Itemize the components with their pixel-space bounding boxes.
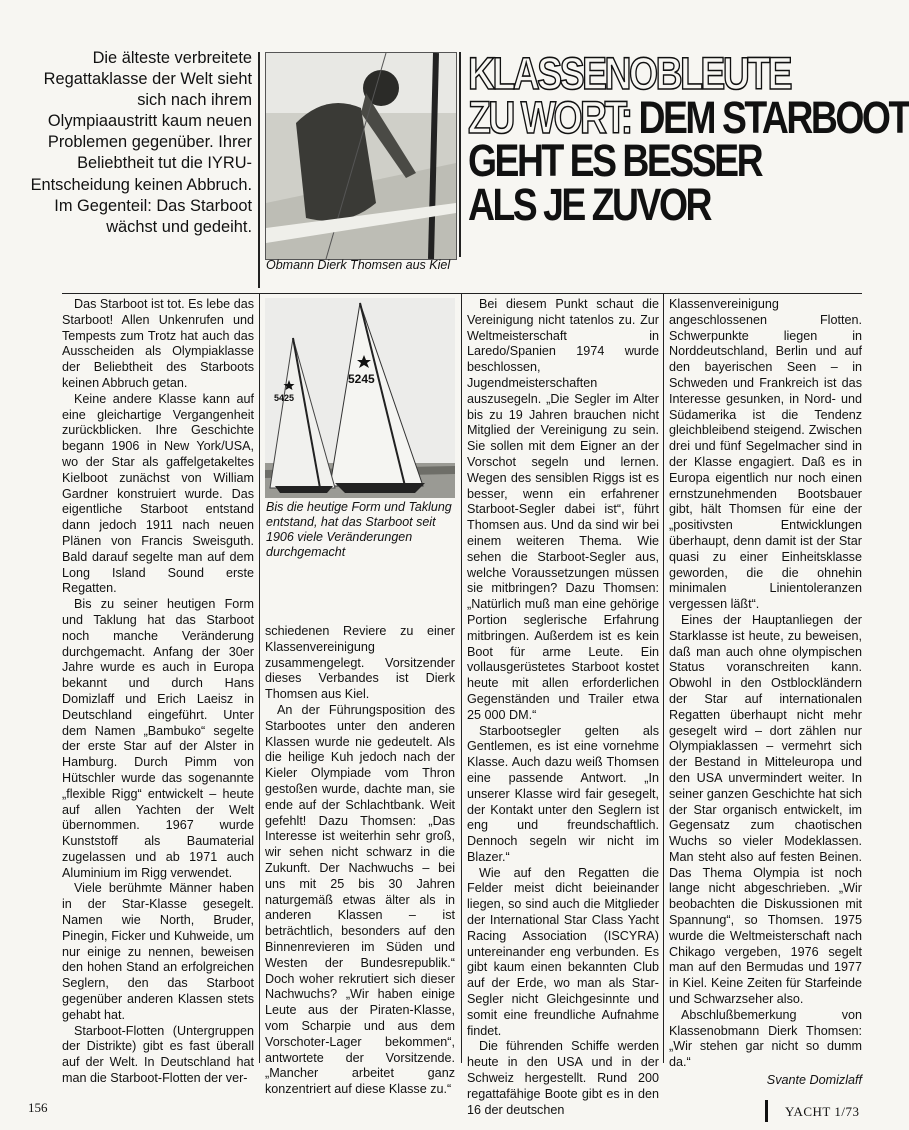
headline-line-4: ALS JE ZUVOR xyxy=(468,178,710,230)
paragraph: Viele berühmte Männer haben in der Star-Klasse gesegelt. Namen wie North, Bruder, Pinegin, Ficker und Kuhweide, um nur einige zu nennen, beweisen den hohen Stand an erfolgreichen Seglern, den das Starboot gegenüber anderen Klassen stets gehabt hat. xyxy=(62,881,254,1022)
article-column-1 xyxy=(62,297,254,1087)
paragraph: Abschlußbemerkung von Klassenobmann Dierk Thomsen: „Wir stehen gar nicht so dumm da.“ xyxy=(669,1007,862,1070)
starboat-photo-image xyxy=(265,298,455,498)
headline-line-2-solid: DEM STARBOOT xyxy=(630,91,909,143)
sail-number-front: 5245 xyxy=(348,372,375,386)
footer-mark xyxy=(765,1100,768,1122)
paragraph: schiedenen Reviere zu einer Klassenvereinigung zusammengelegt. Vorsitzender dieses Verbandes ist Dierk Thomsen aus Kiel. xyxy=(265,624,455,702)
article-column-4 xyxy=(669,297,862,1089)
paragraph: Starboot-Flotten (Untergruppen der Distrikte) gibt es fast überall auf der Welt. In Deutschland hat man die Starboot-Flotten der ver- xyxy=(62,1023,254,1086)
sail-number-back: 5425 xyxy=(274,393,295,403)
headline-line-3: GEHT ES BESSER xyxy=(468,135,762,186)
paragraph: Bis zu seiner heutigen Form und Taklung hat das Starboot noch manche Veränderung durchgemacht. Anfang der 30er Jahre wurde es auch in Europa bekannt und durch Hans Domizlaff und Erich Laeisz in Deutschland eingeführt. Unter dem Namen „Bambuko“ segelte der erste Star auf der Alster in Hamburg. Durch Pimm von Hütschler wurde das sogenannte „flexible Rigg“ entwickelt – heute auf allen Yachten der Welt übernommen. 1967 wurde Kunststoff als Baumaterial zugelassen und ab 1971 auch Aluminium im Rigg verwendet. xyxy=(62,597,254,880)
headline-line-1: KLASSENOBLEUTE xyxy=(468,48,791,99)
starboat-photo xyxy=(265,298,455,498)
magazine-name: YACHT 1/73 xyxy=(785,1104,860,1119)
portrait-photo xyxy=(265,52,457,260)
headline-line-2 xyxy=(468,91,909,143)
portrait-photo-image xyxy=(266,53,456,259)
paragraph: An der Führungsposition des Starbootes unter den anderen Klassen wurde nie gedeutelt. Als die heilige Kuh jedoch nach der Kieler Olympiade vom Thron gestoßen wurde, dachte man, sie ende auf der Schlachtbank. Weit gefehlt! Dazu Thomsen: „Das Interesse ist weiterhin sehr groß, wir sehen nicht schwarz in die Zukunft. Der Nachwuchs – bei uns mit 25 bis 30 Jahren naturgemäß etwas älter als in anderen Klassen – ist beträchtlich, besonders auf den Binnenrevieren im Süden und Westen der Bundesrepublik.“ Doch woher rekrutiert sich dieser Nachwuchs? „Wir haben einige Leute aus der Piraten-Klasse, vom Scharpie und aus dem Vorschoter-Lager bekommen“, antwortete der Vorsitzende. „Mancher arbeitet ganz konzentriert auf diese Klasse zu.“ xyxy=(265,702,455,1097)
headline-line-2-outline: ZU WORT: xyxy=(468,91,631,143)
paragraph: Klassenvereinigung angeschlossenen Flotten. Schwerpunkte liegen in Norddeutschland, Berlin und auf den bayerischen Seen – in Schweden und Frankreich ist das Interesse gesunken, in Nord- und Südamerika ist die Tendenz gleichbleibend steigend. Zwischen drei und fünf Segelmacher sind in der Klasse engagiert. Daß es in Europa eigentlich nur noch einen ernstzunehmenden Bootsbauer gibt, hält Thomsen für eine der „positivsten Entwicklungen überhaupt, denn damit ist der Star quasi zu einer Einheitsklasse geworden, die die ohnehin minimalen Linientoleranzen vergessen läßt“. xyxy=(669,297,862,612)
column-divider-2 xyxy=(461,293,462,1063)
portrait-caption: Obmann Dierk Thomsen aus Kiel xyxy=(266,258,451,272)
intro-text: Die älteste verbreitete Regattaklasse der Welt sieht sich nach ihrem Olympiaaustritt kaum neuen Problemen gegenüber. Ihrer Beliebtheit tut die IYRU-Entscheidung keinen Abbruch. Im Gegenteil: Das Starboot wächst und gedeiht. xyxy=(30,49,252,236)
page-number: 156 xyxy=(28,1100,48,1115)
column-divider-1 xyxy=(259,293,260,1063)
column-divider-3 xyxy=(663,293,664,1063)
paragraph: Bei diesem Punkt schaut die Vereinigung nicht tatenlos zu. Zur Weltmeisterschaft in Laredo/Spanien 1974 wurde beschlossen, Jugendmeisterschaften auszusegeln. „Die Segler im Alter bis zu 19 Jahren brauchen nicht Mitglied der Vereinigung zu sein. Sie sollen mit dem Eigner an der Vorschot segeln und lernen. Wegen des sensiblen Riggs ist es besser, wenn ein erfahrener Starboot-Segler dabei ist“, führt Thomsen aus. Und da sind wir bei einem weiteren Thema. Wie sehen die Starboot-Segler aus, welche Voraussetzungen müssen sie mitbringen? Dazu Thomsen: „Natürlich muß man eine gehörige Portion seglerische Erfahrung mitbringen. Außerdem ist es kein Boot für arme Leute. Ein vollausgerüstetes Starboot kostet heute mit allen erforderlichen Gegenständen und Trailer etwa 25 000 DM.“ xyxy=(467,297,659,722)
paragraph: Starbootsegler gelten als Gentlemen, es ist eine vornehme Klasse. Auch dazu weiß Thomsen eine passende Antwort. „In unserer Klasse wird fair gesegelt, der Kontakt unter den Seglern ist eng und freundschaftlich. Dennoch segeln wir nicht im Blazer.“ xyxy=(467,723,659,864)
divider-left-top xyxy=(258,52,260,288)
paragraph: Wie auf den Regatten die Felder meist dicht beieinander liegen, so sind auch die Mitglieder der International Star Class Yacht Racing Association (ISCYRA) untereinander eng verbunden. Es gibt kaum einen bekannten Club auf der Erde, wo man als Star-Segler nicht Gleichgesinnte und somit eine freundliche Aufnahme findet. xyxy=(467,865,659,1038)
paragraph: Keine andere Klasse kann auf eine gleichartige Vergangenheit zurückblicken. Ihre Geschichte begann 1906 in New York/USA, wo der Star als gaffelgetakeltes Kielboot zunächst von William Gardner konstruiert wurde. Das eigentliche Starboot entstand dann jedoch 1911 nach neuen Plänen von Francis Sweisguth. Bald darauf segelte man auf dem Long Island Sound erste Regatten. xyxy=(62,391,254,596)
headline xyxy=(468,48,909,230)
starboat-caption: Bis die heutige Form und Taklung entstand, hat das Starboot seit 1906 viele Veränderungen durchgemacht xyxy=(266,500,452,559)
divider-headline xyxy=(459,52,461,257)
article-column-2 xyxy=(265,624,455,1098)
horizontal-rule xyxy=(62,293,862,294)
article-column-3 xyxy=(467,297,659,1118)
paragraph: Eines der Hauptanliegen der Starklasse ist heute, zu beweisen, daß man auch ohne olympischen Status voranschreiten kann. Obwohl in den Ostblockländern der Star auf internationalen Regatten überhaupt nicht mehr gesegelt wird – dort zählen nur Olympiaklassen – vermehrt sich der Bestand in Mitteleuropa und den USA unvermindert weiter. In seiner ganzen Geschichte hat sich der Star organisch entwickelt, im Gegensatz zum chaotischen Wuchs so vieler Modeklassen. Man steht also auf festen Beinen. Das Thema Olympia ist noch lange nicht abgeschrieben. „Wir beobachten die Diskussionen mit Spannung“, so Thomsen. 1975 wurde die Weltmeisterschaft nach Chikago vergeben, 1976 segelt man auf den Bermudas und 1977 in Kiel. Keine Zeiten für Starfeinde und Schwarzseher also. xyxy=(669,612,862,1007)
paragraph: Die führenden Schiffe werden heute in den USA und in der Schweiz hergestellt. Rund 200 regattafähige Boote gibt es in den 16 der deutschen xyxy=(467,1039,659,1117)
author-signature: Svante Domizlaff xyxy=(766,1073,862,1088)
paragraph: Das Starboot ist tot. Es lebe das Starboot! Allen Unkenrufen und Tempests zum Trotz hat auch das Ausscheiden als Olympiaklasse der Beliebtheit des Starboots keinen Abbruch getan. xyxy=(62,297,254,390)
